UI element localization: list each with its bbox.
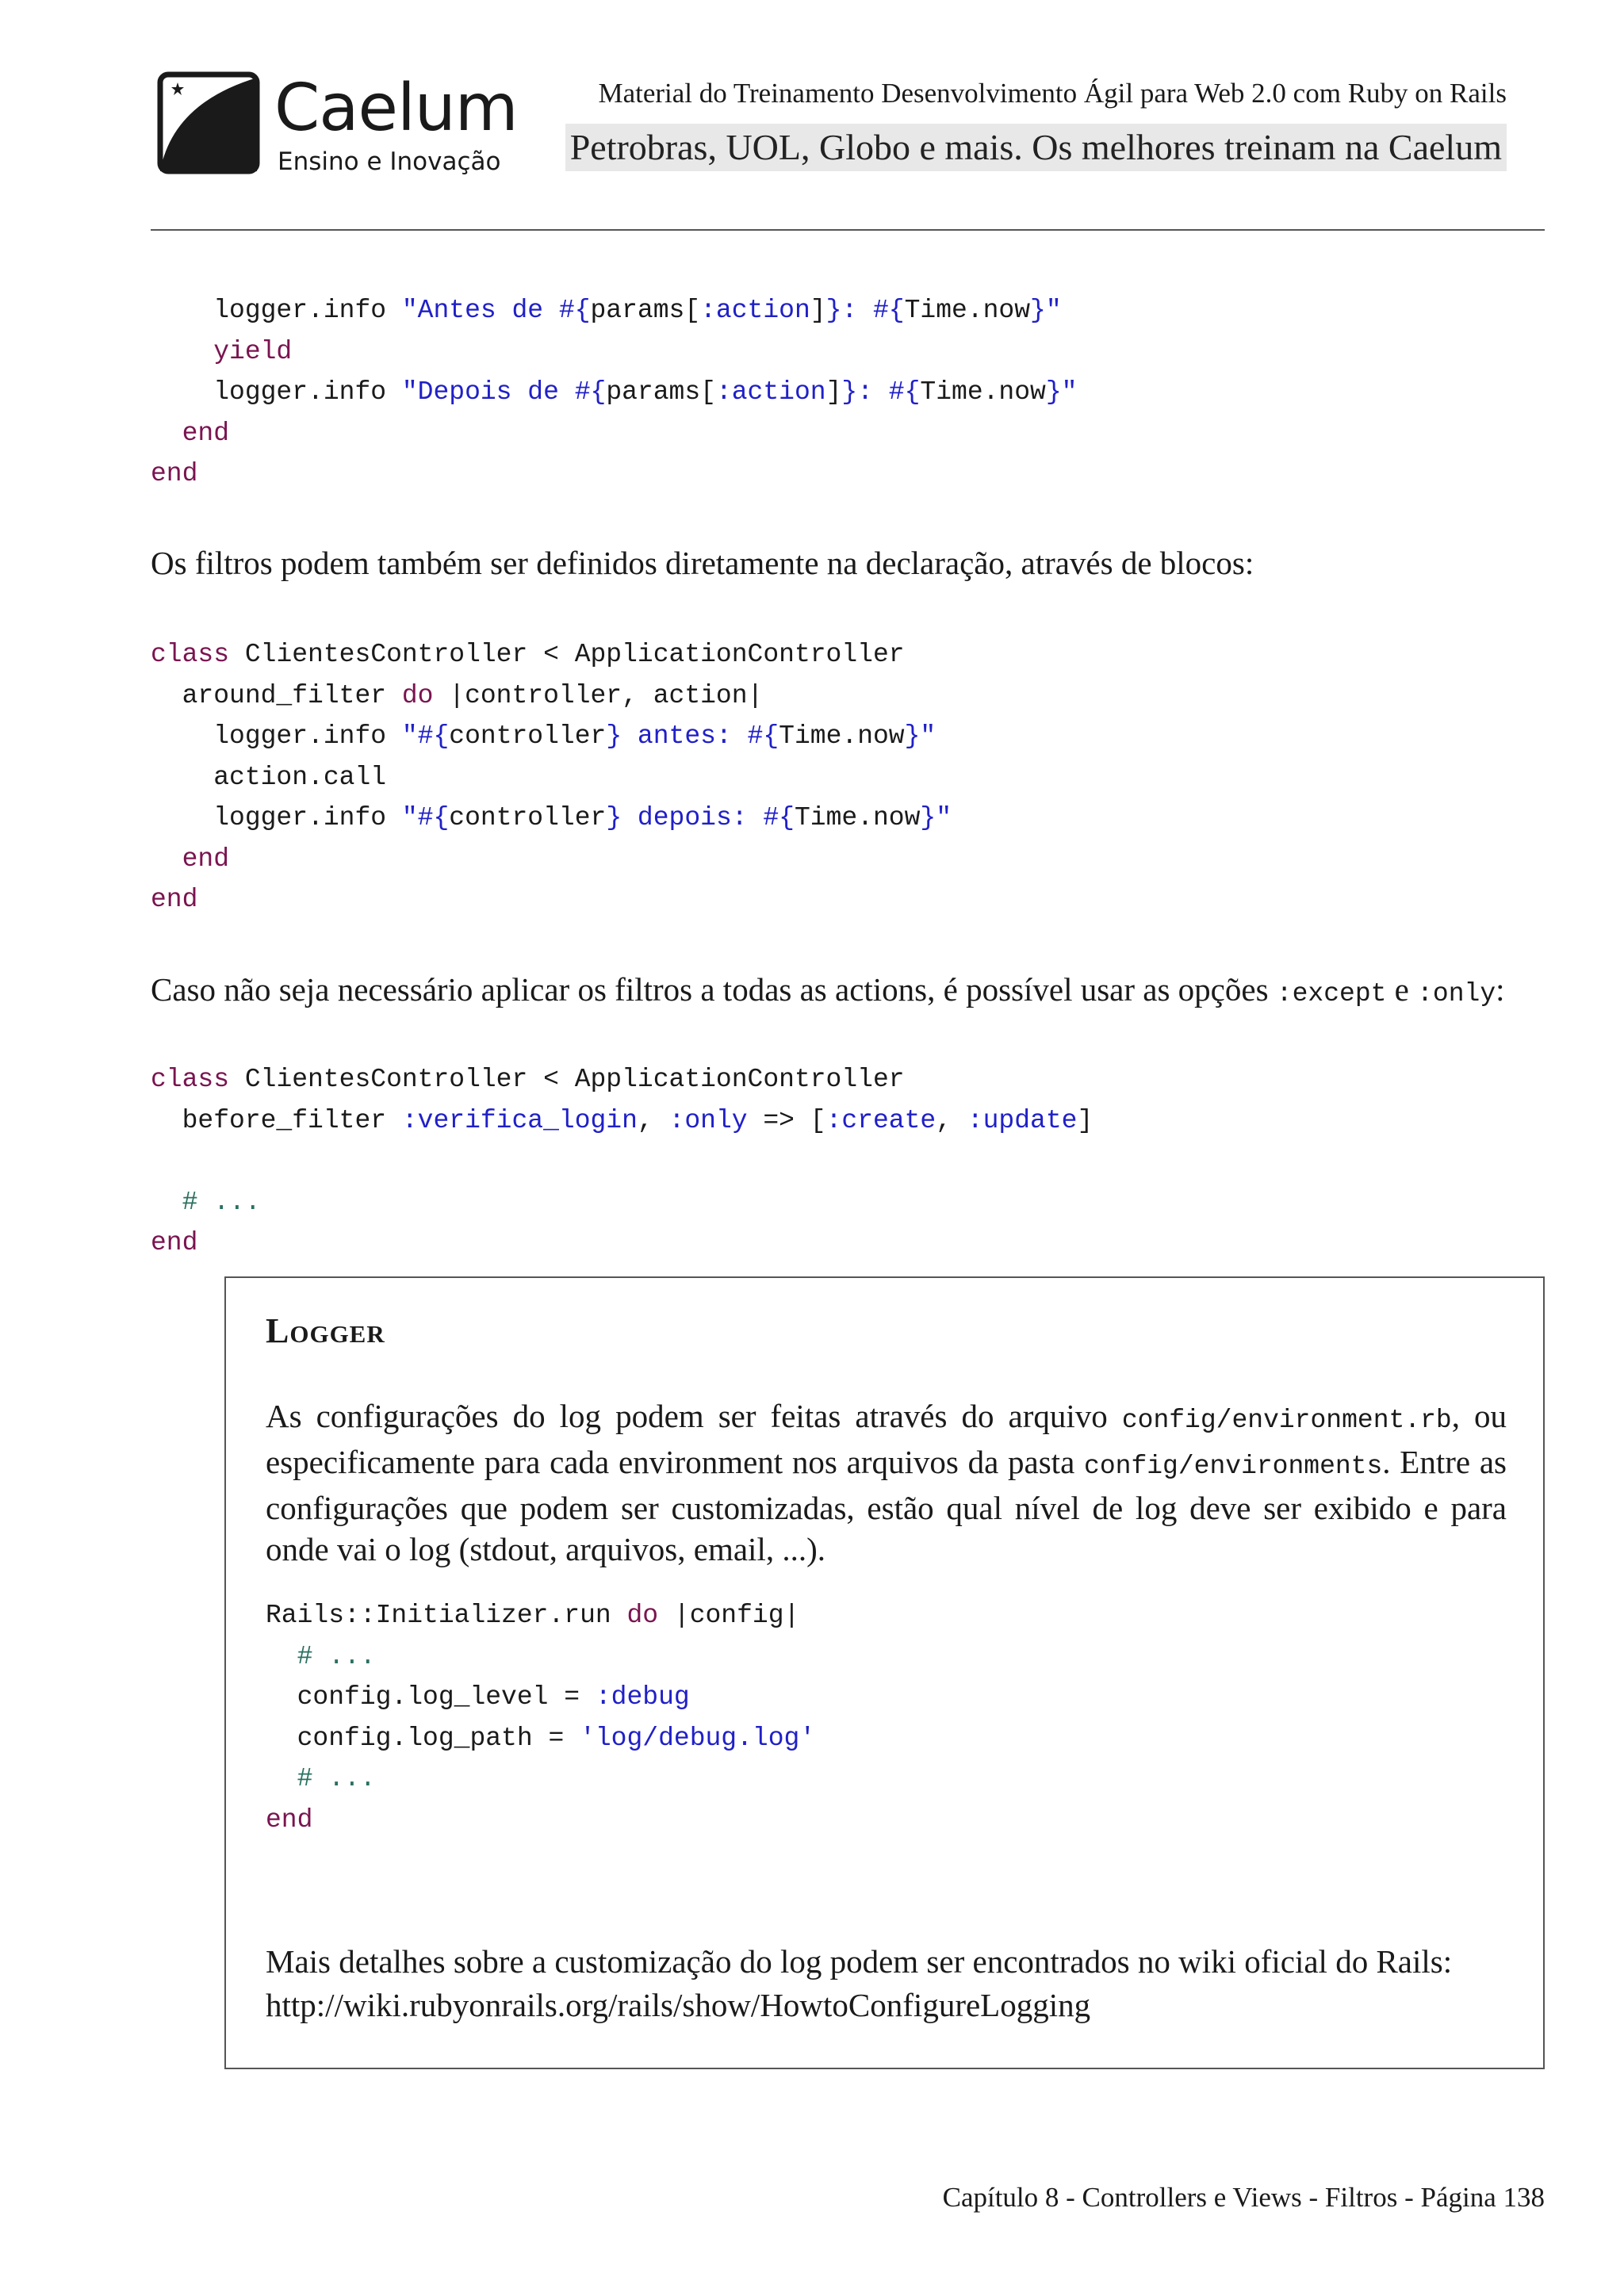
code-line: Rails::Initializer.run do |config| [266,1601,800,1630]
logger-title: Logger [266,1311,385,1350]
code-line: end [182,844,230,874]
code-line: config.log_level = :debug [297,1682,690,1712]
code-block-around-filter-block [151,634,952,920]
code-block-logger-config [266,1595,815,1840]
caelum-logo-icon [157,71,260,174]
paragraph-except-only: Caso não seja necessário aplicar os filtros a todas as actions, é possível usar as opções :except e :only: [151,971,1505,1008]
code-line: end [151,1228,198,1257]
code-block-around-filter-method [151,290,1077,495]
code-line: end [151,885,198,914]
code-line: around_filter do |controller, action| [182,680,764,710]
code-line: logger.info "Antes de #{params[:action]}: #{Time.now}" [213,296,1062,325]
code-line: end [182,418,230,448]
code-line: # ... [182,1187,261,1217]
code-line: # ... [297,1641,376,1671]
caelum-logo [157,71,518,176]
logger-wiki-link: http://wiki.rubyonrails.org/rails/show/HowtoConfigureLogging [266,1987,1091,2023]
header-subtitle: Material do Treinamento Desenvolvimento Ágil para Web 2.0 com Ruby on Rails [598,78,1507,109]
logo-wordmark: Caelum [274,71,518,146]
paragraph-blocks-intro: Os filtros podem também ser definidos diretamente na declaração, através de blocos: [151,545,1254,581]
page-footer: Capítulo 8 - Controllers e Views - Filtros - Página 138 [942,2182,1545,2213]
code-line: class ClientesController < ApplicationController [151,1065,905,1094]
code-block-before-filter [151,1059,1093,1264]
logger-more-text: Mais detalhes sobre a customização do log podem ser encontrados no wiki oficial do Rails: [266,1943,1453,1980]
code-line: config.log_path = 'log/debug.log' [297,1723,816,1753]
code-line: logger.info "Depois de #{params[:action]}: #{Time.now}" [213,377,1078,407]
page-header [151,63,1507,182]
code-line: before_filter :verifica_login, :only => [:create, :update] [182,1105,1094,1135]
code-line: yield [213,336,293,366]
code-line: end [266,1804,313,1835]
code-line: logger.info "#{controller} antes: #{Time.now}" [213,721,936,751]
code-line: end [151,459,198,488]
header-divider [151,229,1545,231]
logger-description: As configurações do log podem ser feitas através do arquivo config/environment.rb, ou especificamente para cada environment nos arquivos da pasta config/environments. Entre as configurações que podem ser customizadas, estão qual nível de log deve ser exibido e para onde vai o log (stdout, arquivos, email, ...). [266,1398,1507,1567]
logger-more-info [266,1940,1452,2027]
code-line: action.call [213,762,387,792]
logger-note-box [224,1276,1545,2069]
code-line: logger.info "#{controller} depois: #{Time.now}" [213,803,952,832]
header-slogan: Petrobras, UOL, Globo e mais. Os melhores treinam na Caelum [565,124,1507,171]
code-line: class ClientesController < ApplicationController [151,640,905,669]
logo-tagline: Ensino e Inovação [278,147,501,176]
code-line: # ... [297,1764,376,1793]
